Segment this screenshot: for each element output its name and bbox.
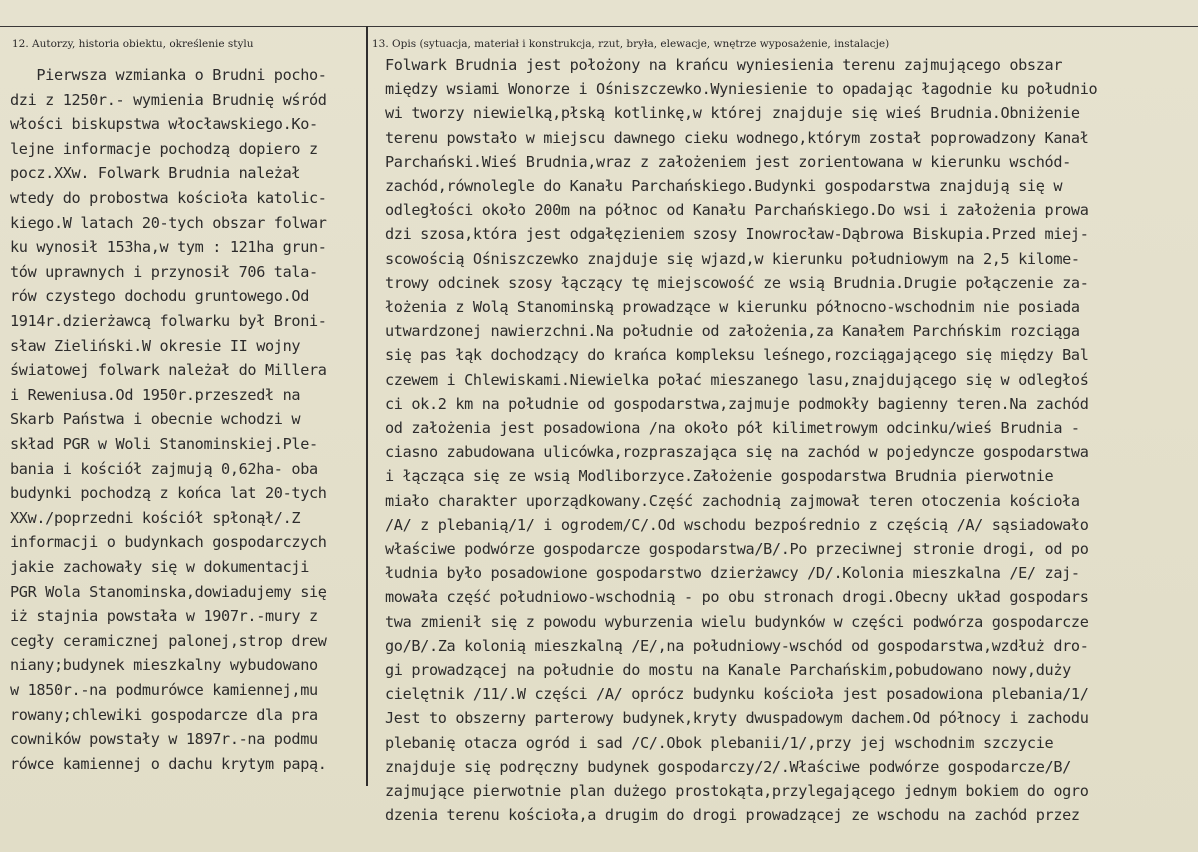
- text-line: tów uprawnych i przynosił 706 tala-: [10, 262, 318, 281]
- text-line: od założenia jest posadowiona /na około pół kilimetrowym odcinku/wieś Brudnia -: [385, 419, 1080, 437]
- text-line: rów czystego dochodu gruntowego.Od: [10, 287, 309, 306]
- text-line: cielętnik /11/.W części /A/ oprócz budynku kościoła jest posadowiona plebania/1/: [385, 685, 1089, 704]
- text-line: dzi z 1250r.- wymienia Brudnię wśród: [10, 90, 327, 109]
- text-line: czewem i Chlewiskami.Niewielka połać mieszanego lasu,znajdującego się w odległoś: [385, 370, 1089, 389]
- text-line: niany;budynek mieszkalny wybudowano: [10, 656, 318, 675]
- text-line: znajduje się podręczny budynek gospodarczy/2/.Właściwe podwórze gospodarcze/B/: [385, 757, 1071, 776]
- text-line: bania i kościół zajmują 0,62ha- oba: [10, 459, 318, 478]
- text-line: miało charakter uporządkowany.Część zachodnią zajmował teren otoczenia kościoła: [385, 491, 1080, 510]
- text-line: go/B/.Za kolonią mieszkalną /E/,na południowy-wschód od gospodarstwa,wzdłuż dro-: [385, 636, 1089, 655]
- text-line: włości biskupstwa włocławskiego.Ko-: [10, 115, 318, 134]
- text-line: cegły ceramicznej palonej,strop drew: [10, 631, 327, 650]
- text-line: łożenia z Wolą Stanominską prowadzące w kierunku północno-wschodnim nie posiada: [385, 298, 1080, 316]
- text-line: dzenia terenu kościoła,a drugim do drogi prowadzącej ze wschodu na zachód przez: [385, 806, 1080, 825]
- description-text-column: [385, 56, 1198, 852]
- text-line: Pierwsza wzmianka o Brudni pocho-: [10, 66, 327, 84]
- text-line: pocz.XXw. Folwark Brudnia należał: [10, 164, 301, 183]
- text-line: informacji o budynkach gospodarczych: [10, 533, 327, 552]
- history-text-column: [10, 66, 365, 786]
- text-line: terenu powstało w miejscu dawnego cieku wodnego,którym został poprowadzony Kanał: [385, 128, 1089, 147]
- text-line: 1914r.dzierżawcą folwarku był Broni-: [10, 312, 327, 330]
- text-line: Folwark Brudnia jest położony na krańcu wyniesienia terenu zajmującego obszar: [385, 56, 1063, 74]
- text-line: rówce kamiennej o dachu krytym papą.: [10, 754, 327, 773]
- text-line: i łącząca się ze wsią Modliborzyce.Założenie gospodarstwa Brudnia pierwotnie: [385, 467, 1054, 486]
- text-line: wi tworzy niewielką,płską kotlinkę,w której znajduje się wieś Brudnia.Obniżenie: [385, 104, 1080, 123]
- text-line: budynki pochodzą z końca lat 20-tych: [10, 484, 327, 503]
- text-line: iż stajnia powstała w 1907r.-mury z: [10, 607, 318, 626]
- section-13-header: 13. Opis (sytuacja, materiał i konstrukcja, rzut, bryła, elewacje, wnętrze wyposażenie, instalacje): [372, 38, 890, 50]
- text-line: scowością Ośniszczewko znajduje się wjazd,w kierunku południowym na 2,5 kilome-: [385, 249, 1080, 268]
- text-line: i Reweniusa.Od 1950r.przeszedł na: [10, 385, 301, 404]
- text-line: ci ok.2 km na południe od gospodarstwa,zajmuje podmokły bagienny teren.Na zachód: [385, 394, 1089, 413]
- text-line: /A/ z plebanią/1/ i ogrodem/C/.Od wschodu bezpośrednio z częścią /A/ sąsiadowało: [385, 515, 1089, 534]
- text-line: w 1850r.-na podmurówce kamiennej,mu: [10, 681, 318, 699]
- text-line: Jest to obszerny parterowy budynek,kryty dwuspadowym dachem.Od północy i zachodu: [385, 709, 1089, 728]
- section-12-header: 12. Autorzy, historia obiektu, określenie stylu: [12, 38, 254, 50]
- text-line: łudnia było posadowione gospodarstwo dzierżawcy /D/.Kolonia mieszkalna /E/ zaj-: [385, 564, 1080, 583]
- text-line: Skarb Państwa i obecnie wchodzi w: [10, 410, 301, 429]
- text-line: gi prowadzącej na południe do mostu na Kanale Parchańskim,pobudowano nowy,duży: [385, 661, 1071, 679]
- text-line: zachód,równolegle do Kanału Parchańskiego.Budynki gospodarstwa znajdują się w: [385, 177, 1063, 195]
- text-line: utwardzonej nawierzchni.Na południe od założenia,za Kanałem Parchńskim rozciąga: [385, 322, 1080, 341]
- text-line: trowy odcinek szosy łączący tę miejscowość ze wsią Brudnia.Drugie połączenie za-: [385, 273, 1089, 292]
- text-line: zajmujące pierwotnie plan dużego prostokąta,przylegającego jednym bokiem do ogro: [385, 782, 1089, 800]
- text-line: sław Zieliński.W okresie II wojny: [10, 336, 301, 355]
- text-line: skład PGR w Woli Stanominskiej.Ple-: [10, 435, 318, 453]
- text-line: właściwe podwórze gospodarcze gospodarstwa/B/.Po przeciwnej stronie drogi, od po: [385, 540, 1089, 558]
- text-line: kiego.W latach 20-tych obszar folwar: [10, 213, 327, 232]
- text-line: światowej folwark należał do Millera: [10, 361, 327, 380]
- top-rule: [0, 26, 1198, 27]
- text-line: mowała część południowo-wschodnią - po obu stronach drogi.Obecny układ gospodars: [385, 588, 1089, 607]
- text-line: plebanię otacza ogród i sad /C/.Obok plebanii/1/,przy jej wschodnim szczycie: [385, 733, 1054, 752]
- text-line: PGR Wola Stanominska,dowiadujemy się: [10, 582, 327, 601]
- text-line: jakie zachowały się w dokumentacji: [10, 558, 309, 576]
- text-line: XXw./poprzedni kościół spłonął/.Z: [10, 508, 301, 527]
- text-line: odległości około 200m na północ od Kanału Parchańskiego.Do wsi i założenia prowa: [385, 201, 1089, 220]
- text-line: lejne informacje pochodzą dopiero z: [10, 139, 318, 158]
- text-line: cowników powstały w 1897r.-na podmu: [10, 730, 318, 749]
- text-line: twa zmienił się z powodu wyburzenia wielu budynków w części podwórza gospodarcze: [385, 612, 1089, 631]
- text-line: ciasno zabudowana ulicówka,rozpraszająca się na zachód w pojedyncze gospodarstwa: [385, 443, 1089, 462]
- text-line: rowany;chlewiki gospodarcze dla pra: [10, 705, 318, 724]
- text-line: wtedy do probostwa kościoła katolic-: [10, 189, 327, 207]
- text-line: się pas łąk dochodzący do krańca kompleksu leśnego,rozciągającego się między Bal: [385, 346, 1089, 365]
- column-divider: [366, 26, 368, 786]
- text-line: ku wynosił 153ha,w tym : 121ha grun-: [10, 238, 327, 257]
- text-line: dzi szosa,która jest odgałęzieniem szosy Inowrocław-Dąbrowa Biskupia.Przed miej-: [385, 225, 1089, 244]
- text-line: między wsiami Wonorze i Ośniszczewko.Wyniesienie to opadając łagodnie ku południo: [385, 80, 1098, 99]
- text-line: Parchański.Wieś Brudnia,wraz z założeniem jest zorientowana w kierunku wschód-: [385, 152, 1071, 171]
